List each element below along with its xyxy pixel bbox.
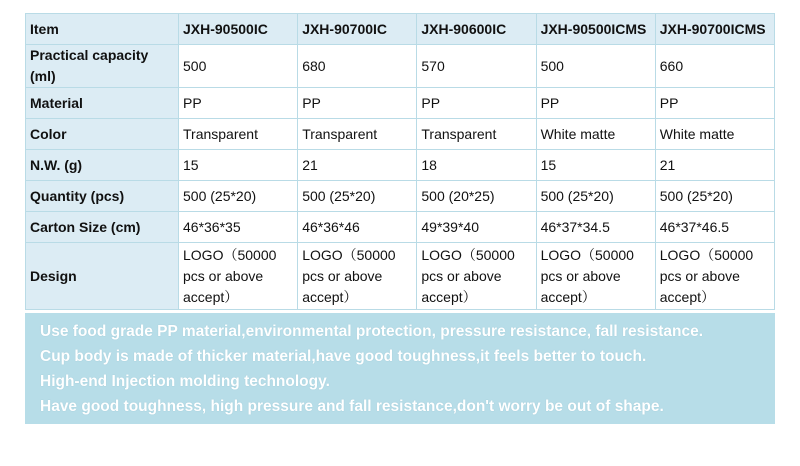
table-cell: LOGO（50000 pcs or above accept） bbox=[417, 243, 536, 310]
table-cell: 15 bbox=[179, 150, 298, 181]
table-cell: 21 bbox=[298, 150, 417, 181]
table-cell: LOGO（50000 pcs or above accept） bbox=[655, 243, 774, 310]
table-cell: 46*37*46.5 bbox=[655, 212, 774, 243]
table-cell: LOGO（50000 pcs or above accept） bbox=[179, 243, 298, 310]
table-cell: Transparent bbox=[179, 119, 298, 150]
table-cell: 49*39*40 bbox=[417, 212, 536, 243]
table-cell: 660 bbox=[655, 45, 774, 88]
table-row bbox=[26, 88, 775, 119]
header-model: JXH-90500IC bbox=[179, 14, 298, 45]
table-cell: 680 bbox=[298, 45, 417, 88]
table-row bbox=[26, 119, 775, 150]
table-cell: Transparent bbox=[417, 119, 536, 150]
table-cell: 21 bbox=[655, 150, 774, 181]
table-cell: PP bbox=[298, 88, 417, 119]
header-item-label: Item bbox=[26, 14, 179, 45]
header-model: JXH-90600IC bbox=[417, 14, 536, 45]
row-label: N.W. (g) bbox=[26, 150, 179, 181]
table-row bbox=[26, 181, 775, 212]
table-row bbox=[26, 150, 775, 181]
feature-notes-panel bbox=[25, 313, 775, 424]
table-header-row bbox=[26, 14, 775, 45]
table-cell: 18 bbox=[417, 150, 536, 181]
header-model: JXH-90700IC bbox=[298, 14, 417, 45]
table-cell: White matte bbox=[655, 119, 774, 150]
table-row bbox=[26, 212, 775, 243]
row-label: Material bbox=[26, 88, 179, 119]
table-cell: PP bbox=[179, 88, 298, 119]
table-cell: PP bbox=[655, 88, 774, 119]
feature-note: Cup body is made of thicker material,have good toughness,it feels better to touch. bbox=[40, 348, 647, 365]
table-cell: 46*37*34.5 bbox=[536, 212, 655, 243]
feature-note: Use food grade PP material,environmental protection, pressure resistance, fall resistance. bbox=[40, 323, 704, 340]
table-cell: 46*36*46 bbox=[298, 212, 417, 243]
row-label: Quantity (pcs) bbox=[26, 181, 179, 212]
table-cell: White matte bbox=[536, 119, 655, 150]
table-cell: 500 (25*20) bbox=[536, 181, 655, 212]
table-cell: PP bbox=[417, 88, 536, 119]
table-cell: 500 (25*20) bbox=[298, 181, 417, 212]
header-model: JXH-90500ICMS bbox=[536, 14, 655, 45]
feature-note: High-end Injection molding technology. bbox=[40, 373, 330, 390]
feature-note: Have good toughness, high pressure and fall resistance,don't worry be out of shape. bbox=[40, 398, 664, 415]
table-cell: Transparent bbox=[298, 119, 417, 150]
row-label: Design bbox=[26, 243, 179, 310]
table-cell: LOGO（50000 pcs or above accept） bbox=[298, 243, 417, 310]
table-cell: 46*36*35 bbox=[179, 212, 298, 243]
table-cell: LOGO（50000 pcs or above accept） bbox=[536, 243, 655, 310]
table-row bbox=[26, 243, 775, 310]
table-row bbox=[26, 45, 775, 88]
table-cell: 15 bbox=[536, 150, 655, 181]
row-label: Practical capacity (ml) bbox=[26, 45, 179, 88]
header-model: JXH-90700ICMS bbox=[655, 14, 774, 45]
table-cell: 500 bbox=[536, 45, 655, 88]
table-cell: 500 bbox=[179, 45, 298, 88]
table-cell: 500 (20*25) bbox=[417, 181, 536, 212]
row-label: Color bbox=[26, 119, 179, 150]
table-cell: 500 (25*20) bbox=[179, 181, 298, 212]
table-cell: PP bbox=[536, 88, 655, 119]
table-cell: 500 (25*20) bbox=[655, 181, 774, 212]
spec-table bbox=[25, 13, 775, 310]
row-label: Carton Size (cm) bbox=[26, 212, 179, 243]
table-cell: 570 bbox=[417, 45, 536, 88]
